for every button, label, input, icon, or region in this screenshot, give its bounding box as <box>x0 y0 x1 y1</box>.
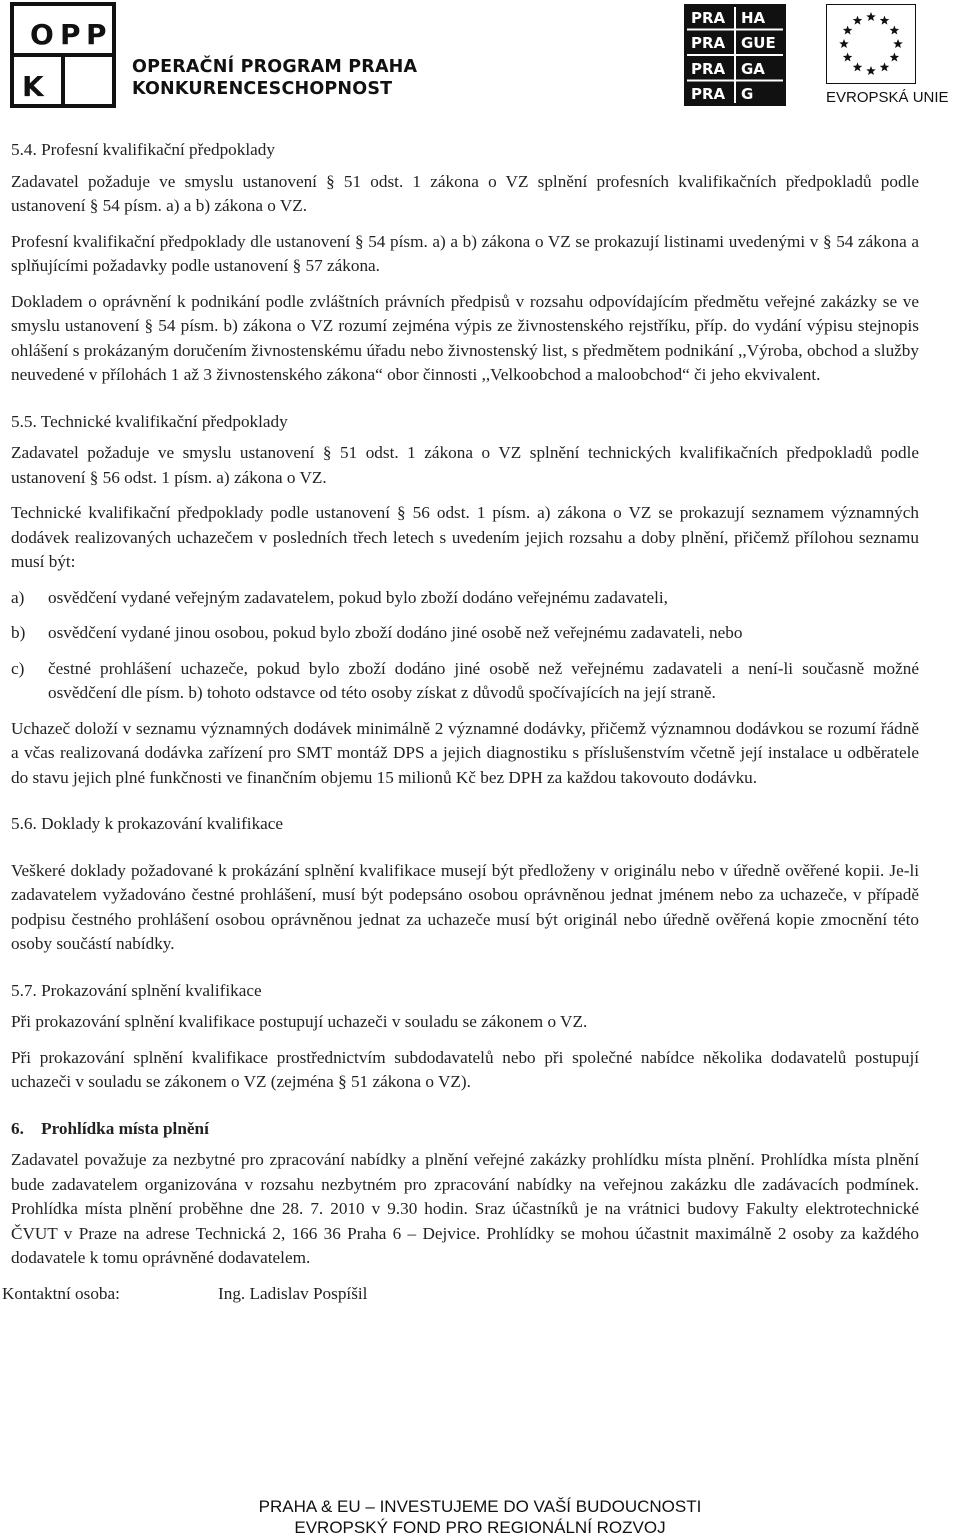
list-marker: a) <box>11 587 25 607</box>
paragraph: Při prokazování splnění kvalifikace postupují uchazeči v souladu se zákonem o VZ. <box>11 1012 588 1031</box>
eu-star-icon <box>866 12 876 21</box>
opp-logo <box>10 2 116 108</box>
page-header <box>0 0 960 112</box>
paragraph: Uchazeč doloží v seznamu významných dodávek minimálně 2 významné dodávky, přičemž významnou dodávkou se rozumí řádně a včas realizovaná dodávka zařízení pro SMT montáž DPS a jejich diagnostiku s příslušenstvím včetně její instalace u odběratele do stavu jejich plné funkčnosti ve finančním objemu 15 milionů Kč bez DPH za každou takovouto dodávku. <box>11 718 919 787</box>
list-text: osvědčení vydané veřejným zadavatelem, pokud bylo zboží dodáno veřejnému zadavateli, <box>48 587 668 607</box>
opp-logo-letter-3: P <box>86 18 107 51</box>
eu-star-icon <box>866 66 876 75</box>
paragraph: Profesní kvalifikační předpoklady dle ustanovení § 54 písm. a) a b) zákona o VZ se prokazují listinami uvedenými v § 54 zákona a splňujícími požadavky podle ustanovení § 57 zákona. <box>11 231 919 275</box>
eu-stars <box>839 12 903 75</box>
footer-line-2: EVROPSKÝ FOND PRO REGIONÁLNÍ ROZVOJ <box>294 1518 666 1537</box>
document-body <box>2 138 919 1306</box>
opp-logo-letter-1: O <box>30 18 54 51</box>
page-footer <box>0 1496 960 1538</box>
praha-logo-cell: GUE <box>741 34 776 52</box>
section-heading-5-6: 5.6. Doklady k prokazování kvalifikace <box>11 814 284 833</box>
praha-logo-cell: HA <box>741 9 766 27</box>
paragraph: Technické kvalifikační předpoklady podle ustanovení § 56 odst. 1 písm. a) zákona o VZ se prokazují seznamem významných dodávek realizovaných uchazečem v posledních třech letech s uvedením jejich rozsahu a doby plnění, přičemž přílohou seznamu musí být: <box>11 503 919 571</box>
praha-logo-cell: PRA <box>691 60 726 78</box>
eu-star-icon <box>853 62 863 71</box>
list-marker: c) <box>11 658 25 678</box>
eu-star-icon <box>839 39 849 48</box>
eu-star-icon <box>843 53 853 62</box>
paragraph: Při prokazování splnění kvalifikace prostřednictvím subdodavatelů nebo při společné nabídce několika dodavatelů postupují uchazeči v souladu se zákonem o VZ (zejména § 51 zákona o VZ). <box>11 1047 919 1091</box>
contact-name: Ing. Ladislav Pospíšil <box>218 1283 368 1303</box>
paragraph: Zadavatel považuje za nezbytné pro zpracování nabídky a plnění veřejné zakázky prohlídku místa plnění. Prohlídka místa plnění bude zadavatelem organizována v rozsahu nezbytném pro zpracování nabídky na veřejnou zakázku dle zadávacích podmínek. Prohlídka místa plnění proběhne dne 28. 7. 2010 v 9.30 hodin. Sraz účastníků je na vrátnici budovy Fakulty elektrotechnické ČVUT v Praze na adrese Technická 2, 166 36 Praha 6 – Dejvice. Prohlídky se mohou účastnit maximálně 2 osoby za každého dodavatele k tomu oprávněné dodavatelem. <box>11 1150 919 1267</box>
praha-logo-cell: PRA <box>691 85 726 103</box>
paragraph: Veškeré doklady požadované k prokázání splnění kvalifikace musejí být předloženy v originálu nebo v úředně ověřené kopii. Je-li zadavatelem vyžadováno čestné prohlášení, musí být podepsáno osobou oprávněnou jednat jménem nebo za uchazeče, v případě podpisu čestného prohlášení osobou oprávněnou jednat za uchazeče musí být originál nebo úředně ověřená kopie zmocnění této osoby součástí nabídky. <box>11 860 919 953</box>
praha-logo-cell: GA <box>741 60 765 78</box>
praha-logo <box>684 4 786 106</box>
list-text: osvědčení vydané jinou osobou, pokud bylo zboží dodáno jiné osobě než veřejnému zadavateli, nebo <box>48 623 743 642</box>
praha-logo-cell: G <box>741 85 754 103</box>
contact-label: Kontaktní osoba: <box>2 1283 120 1303</box>
eu-star-icon <box>853 16 863 25</box>
contact-person <box>2 1282 919 1307</box>
opp-logo-letter-4: K <box>22 70 44 103</box>
section-heading-5-4: 5.4. Profesní kvalifikační předpoklady <box>11 140 275 159</box>
section-heading-5-5: 5.5. Technické kvalifikační předpoklady <box>11 411 288 431</box>
list-item <box>11 621 919 646</box>
opp-program-name <box>132 56 417 100</box>
opp-program-line-1: OPERAČNÍ PROGRAM PRAHA <box>132 57 418 77</box>
eu-star-icon <box>890 53 900 62</box>
eu-star-icon <box>893 39 903 48</box>
section-heading-6: 6. Prohlídka místa plnění <box>11 1118 209 1138</box>
eu-label: EVROPSKÁ UNIE <box>826 89 949 106</box>
list-marker: b) <box>11 623 26 642</box>
section-heading-5-7: 5.7. Prokazování splnění kvalifikace <box>11 980 262 1000</box>
eu-star-icon <box>880 62 890 71</box>
opp-logo-letter-2: P <box>60 18 81 51</box>
eu-star-icon <box>890 26 900 35</box>
opp-program-line-2: KONKURENCESCHOPNOST <box>132 79 393 99</box>
list-item <box>11 657 919 706</box>
paragraph: Zadavatel požaduje ve smyslu ustanovení § 51 odst. 1 zákona o VZ splnění technických kvalifikačních předpokladů podle ustanovení § 56 odst. 1 písm. a) zákona o VZ. <box>11 443 919 487</box>
list-item <box>11 586 919 611</box>
footer-line-1: PRAHA & EU – INVESTUJEME DO VAŠÍ BUDOUCNOSTI <box>258 1497 702 1516</box>
paragraph: Dokladem o oprávnění k podnikání podle zvláštních právních předpisů v rozsahu odpovídajícím předmětu veřejné zakázky se ve smyslu ustanovení § 54 písm. b) zákona o VZ rozumí zejména výpis ze živnostenského rejstříku, příp. do vydání výpisu stejnopis ohlášení s prokázaným doručením živnostenskému úřadu nebo živnostenský list, s předmětem podnikání ,,Výroba, obchod a služby neuvedené v přílohách 1 až 3 živnostenského zákona“ obor činnosti ,,Velkoobchod a maloobchod“ či jeho ekvivalent. <box>11 291 919 384</box>
eu-star-icon <box>880 16 890 25</box>
praha-logo-cell: PRA <box>691 34 726 52</box>
list-text: čestné prohlášení uchazeče, pokud bylo zboží dodáno jiné osobě než veřejnému zadavateli a není-li současně možné osvědčení dle písm. b) tohoto odstavce od této osoby získat z důvodů spočívajících na její straně. <box>48 658 919 702</box>
praha-logo-cell: PRA <box>691 9 726 27</box>
eu-flag-logo <box>826 4 916 84</box>
eu-star-icon <box>843 26 853 35</box>
paragraph: Zadavatel požaduje ve smyslu ustanovení § 51 odst. 1 zákona o VZ splnění profesních kvalifikačních předpokladů podle ustanovení § 54 písm. a) a b) zákona o VZ. <box>11 171 919 215</box>
